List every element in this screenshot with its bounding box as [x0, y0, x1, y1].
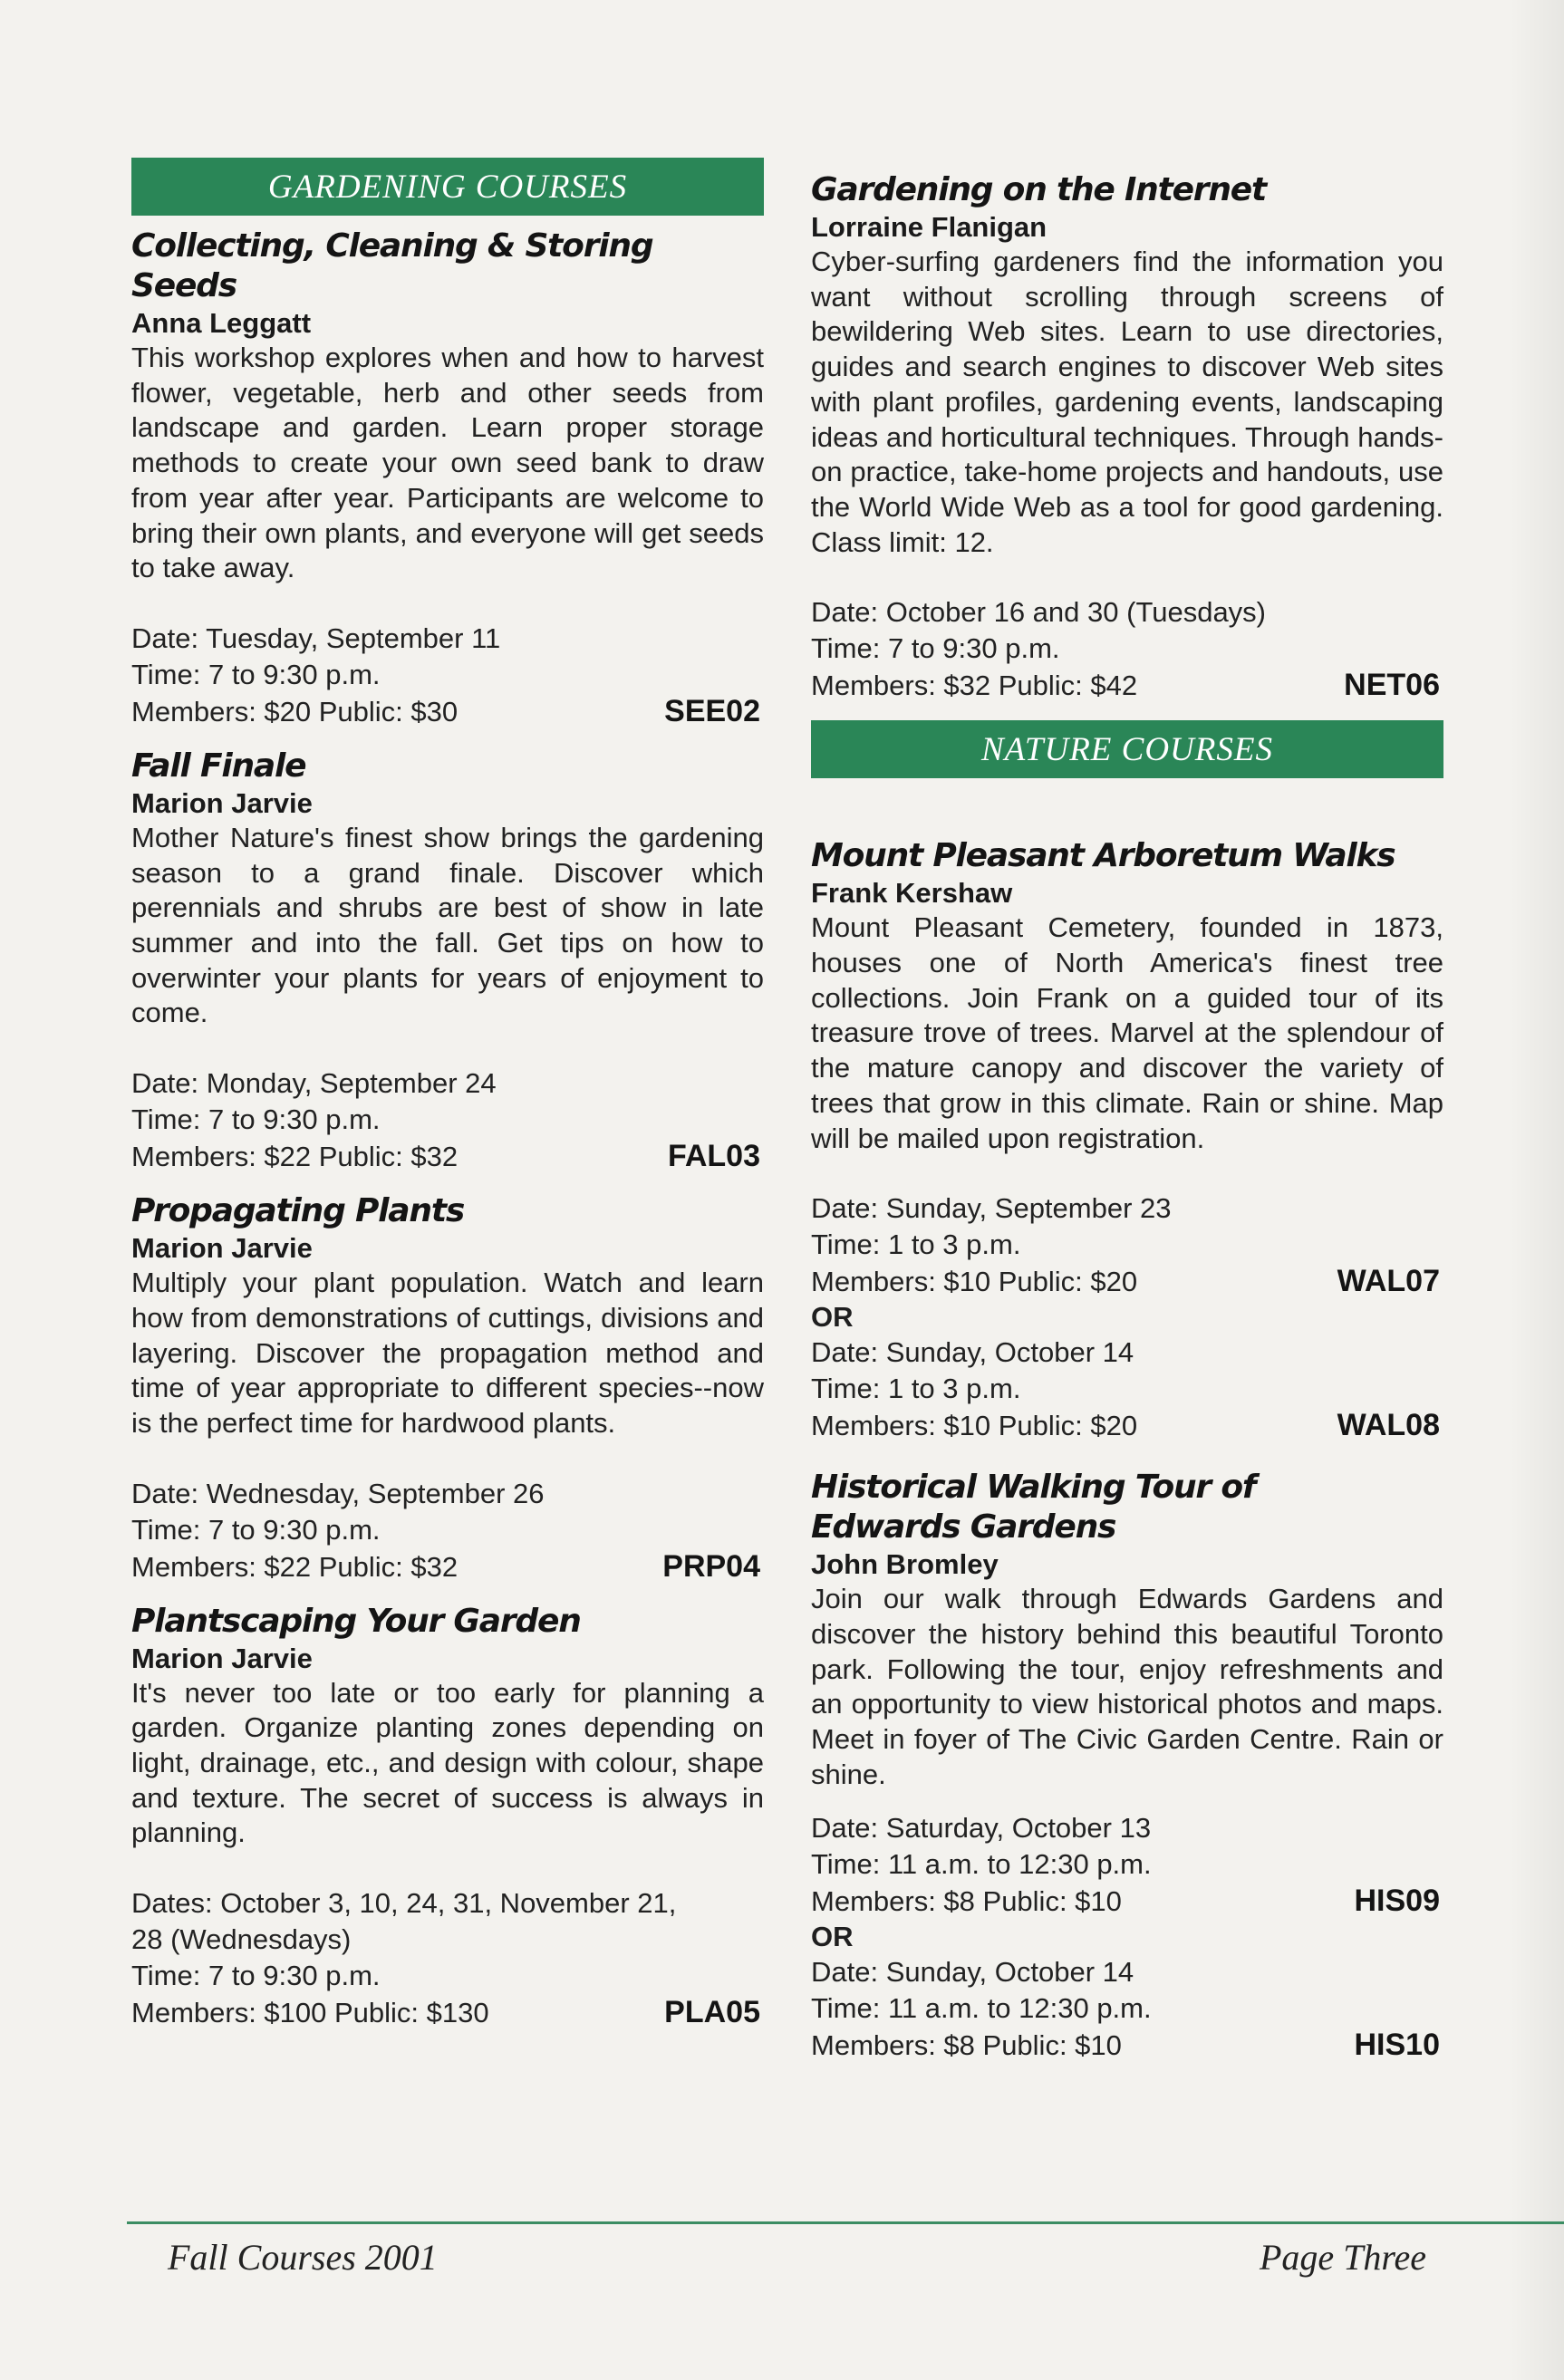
session-time: Time: 11 a.m. to 12:30 p.m.	[811, 1848, 1152, 1881]
session-code: WAL07	[1337, 1264, 1440, 1299]
right-column	[811, 170, 1443, 2064]
course-price: Members: $20 Public: $30	[131, 695, 459, 727]
session-time: Time: 1 to 3 p.m.	[811, 1229, 1021, 1261]
session-date: Date: Sunday, October 14	[811, 1336, 1134, 1369]
course-date: Dates: October 3, 10, 24, 31, November 21, 28 (Wednesdays)	[131, 1887, 677, 1956]
course-price: Members: $100 Public: $130	[131, 1997, 489, 2029]
course-instructor: Anna Leggatt	[131, 307, 312, 339]
course-time: Time: 7 to 9:30 p.m.	[811, 632, 1060, 665]
course-date: Date: Tuesday, September 11	[131, 621, 501, 654]
course-price-row	[811, 667, 1443, 704]
or-separator: OR	[811, 1301, 854, 1334]
session-price: Members: $10 Public: $20	[811, 1266, 1138, 1298]
course-title: Collecting, Cleaning & Storing Seeds	[131, 227, 653, 304]
course-historical-walk	[811, 1468, 1443, 2064]
course-title: Propagating Plants	[131, 1192, 465, 1230]
course-description: Mother Nature's finest show brings the gardening season to a grand finale. Discover which perennials and shrubs are best of show in late summer and into the fall. Get tips on how to overwinter your plants for years of enjoyment to come.	[131, 821, 764, 1029]
course-code: PRP04	[662, 1548, 760, 1584]
course-code: NET06	[1344, 668, 1440, 703]
course-title: Plantscaping Your Garden	[131, 1602, 581, 1640]
course-plantscaping	[131, 1602, 764, 2032]
course-time: Time: 7 to 9:30 p.m.	[131, 1960, 381, 1992]
course-price-row	[131, 1994, 764, 2031]
course-description: This workshop explores when and how to harvest flower, vegetable, herb and other seeds from landscape and garden. Learn proper storage methods to create your own seed bank to draw from year after year. Participants are welcome to bring their own plants, and everyone will get seeds to take away.	[131, 342, 764, 584]
session-date: Date: Sunday, September 23	[811, 1192, 1172, 1225]
course-description: Multiply your plant population. Watch and learn how from demonstrations of cuttings, divisions and layering. Discover the propagation method and time of year appropriate to different species--now is the perfect time for hardwood plants.	[131, 1267, 764, 1439]
session-date: Date: Sunday, October 14	[811, 1956, 1134, 1989]
course-instructor: Frank Kershaw	[811, 877, 1013, 910]
course-description: Cyber-surfing gardeners find the information you want without scrolling through screens of bewildering Web sites. Learn to use directories, guides and search engines to discover Web sites with plant profiles, gardening events, landscaping ideas and horticultural techniques. Through hands-on practice, take-home projects and handouts, use the World Wide Web as a tool for good gardening. Class limit: 12.	[811, 246, 1443, 558]
course-title: Fall Finale	[131, 747, 306, 785]
course-description: It's never too late or too early for planning a garden. Organize planting zones depending on light, drainage, etc., and design with colour, shape and texture. The secret of success is always in planning.	[131, 1676, 764, 1849]
course-price-row	[131, 1138, 764, 1175]
course-price: Members: $22 Public: $32	[131, 1550, 459, 1583]
course-time: Time: 7 to 9:30 p.m.	[131, 658, 381, 690]
gardening-courses-banner: GARDENING COURSES	[131, 158, 764, 216]
course-price: Members: $22 Public: $32	[131, 1141, 459, 1173]
course-code: PLA05	[664, 1995, 760, 2030]
course-title: Mount Pleasant Arboretum Walks	[811, 837, 1395, 875]
session-code: HIS09	[1354, 1884, 1440, 1919]
course-price: Members: $32 Public: $42	[811, 670, 1138, 702]
nature-courses-banner: NATURE COURSES	[811, 720, 1443, 778]
or-separator: OR	[811, 1921, 854, 1953]
footer-publication: Fall Courses 2001	[168, 2237, 438, 2278]
session-time: Time: 11 a.m. to 12:30 p.m.	[811, 1992, 1152, 2025]
course-internet	[811, 170, 1443, 704]
page-edge-shadow	[1510, 0, 1564, 2380]
course-instructor: Marion Jarvie	[131, 786, 313, 819]
course-code: SEE02	[664, 693, 760, 728]
session-price-row	[811, 2027, 1443, 2064]
course-description: Mount Pleasant Cemetery, founded in 1873, houses one of North America's finest tree collections. Join Frank on a guided tour of its treasure trove of trees. Marvel at the splendour of the mature canopy and discover the variety of trees that grow in this climate. Rain or shine. Map will be mailed upon registration.	[811, 911, 1443, 1154]
course-propagating	[131, 1191, 764, 1585]
course-price-row	[131, 1548, 764, 1585]
course-time: Time: 7 to 9:30 p.m.	[131, 1513, 381, 1546]
session-price: Members: $10 Public: $20	[811, 1410, 1138, 1442]
course-instructor: Marion Jarvie	[131, 1642, 313, 1674]
course-date: Date: October 16 and 30 (Tuesdays)	[811, 596, 1267, 629]
course-instructor: Marion Jarvie	[131, 1232, 313, 1265]
course-fall-finale	[131, 747, 764, 1175]
session-time: Time: 1 to 3 p.m.	[811, 1373, 1021, 1405]
course-instructor: John Bromley	[811, 1548, 999, 1581]
course-date: Date: Wednesday, September 26	[131, 1477, 545, 1509]
session-code: WAL08	[1337, 1408, 1440, 1443]
course-code: FAL03	[667, 1139, 760, 1174]
footer-page-number: Page Three	[1260, 2237, 1427, 2278]
session-price: Members: $8 Public: $10	[811, 2029, 1122, 2062]
course-description: Join our walk through Edwards Gardens and discover the history behind this beautiful Toronto park. Following the tour, enjoy refreshments and an opportunity to view historical photos and maps. Meet in foyer of The Civic Garden Centre. Rain or shine.	[811, 1583, 1443, 1790]
session-price: Members: $8 Public: $10	[811, 1885, 1122, 1918]
course-title-line1: Historical Walking Tour of	[811, 1469, 1256, 1507]
session-date: Date: Saturday, October 13	[811, 1812, 1152, 1845]
session-price-row	[811, 1263, 1443, 1300]
course-price-row	[131, 693, 764, 730]
course-seeds	[131, 226, 764, 730]
left-column	[131, 158, 764, 2031]
session-price-row	[811, 1883, 1443, 1920]
course-title: Gardening on the Internet	[811, 171, 1267, 208]
course-time: Time: 7 to 9:30 p.m.	[131, 1103, 381, 1136]
session-price-row	[811, 1407, 1443, 1444]
course-arboretum	[811, 836, 1443, 1444]
footer-divider	[127, 2221, 1564, 2224]
course-instructor: Lorraine Flanigan	[811, 211, 1047, 243]
course-title-line2: Edwards Gardens	[811, 1508, 1116, 1547]
course-date: Date: Monday, September 24	[131, 1067, 497, 1100]
session-code: HIS10	[1354, 2028, 1440, 2063]
